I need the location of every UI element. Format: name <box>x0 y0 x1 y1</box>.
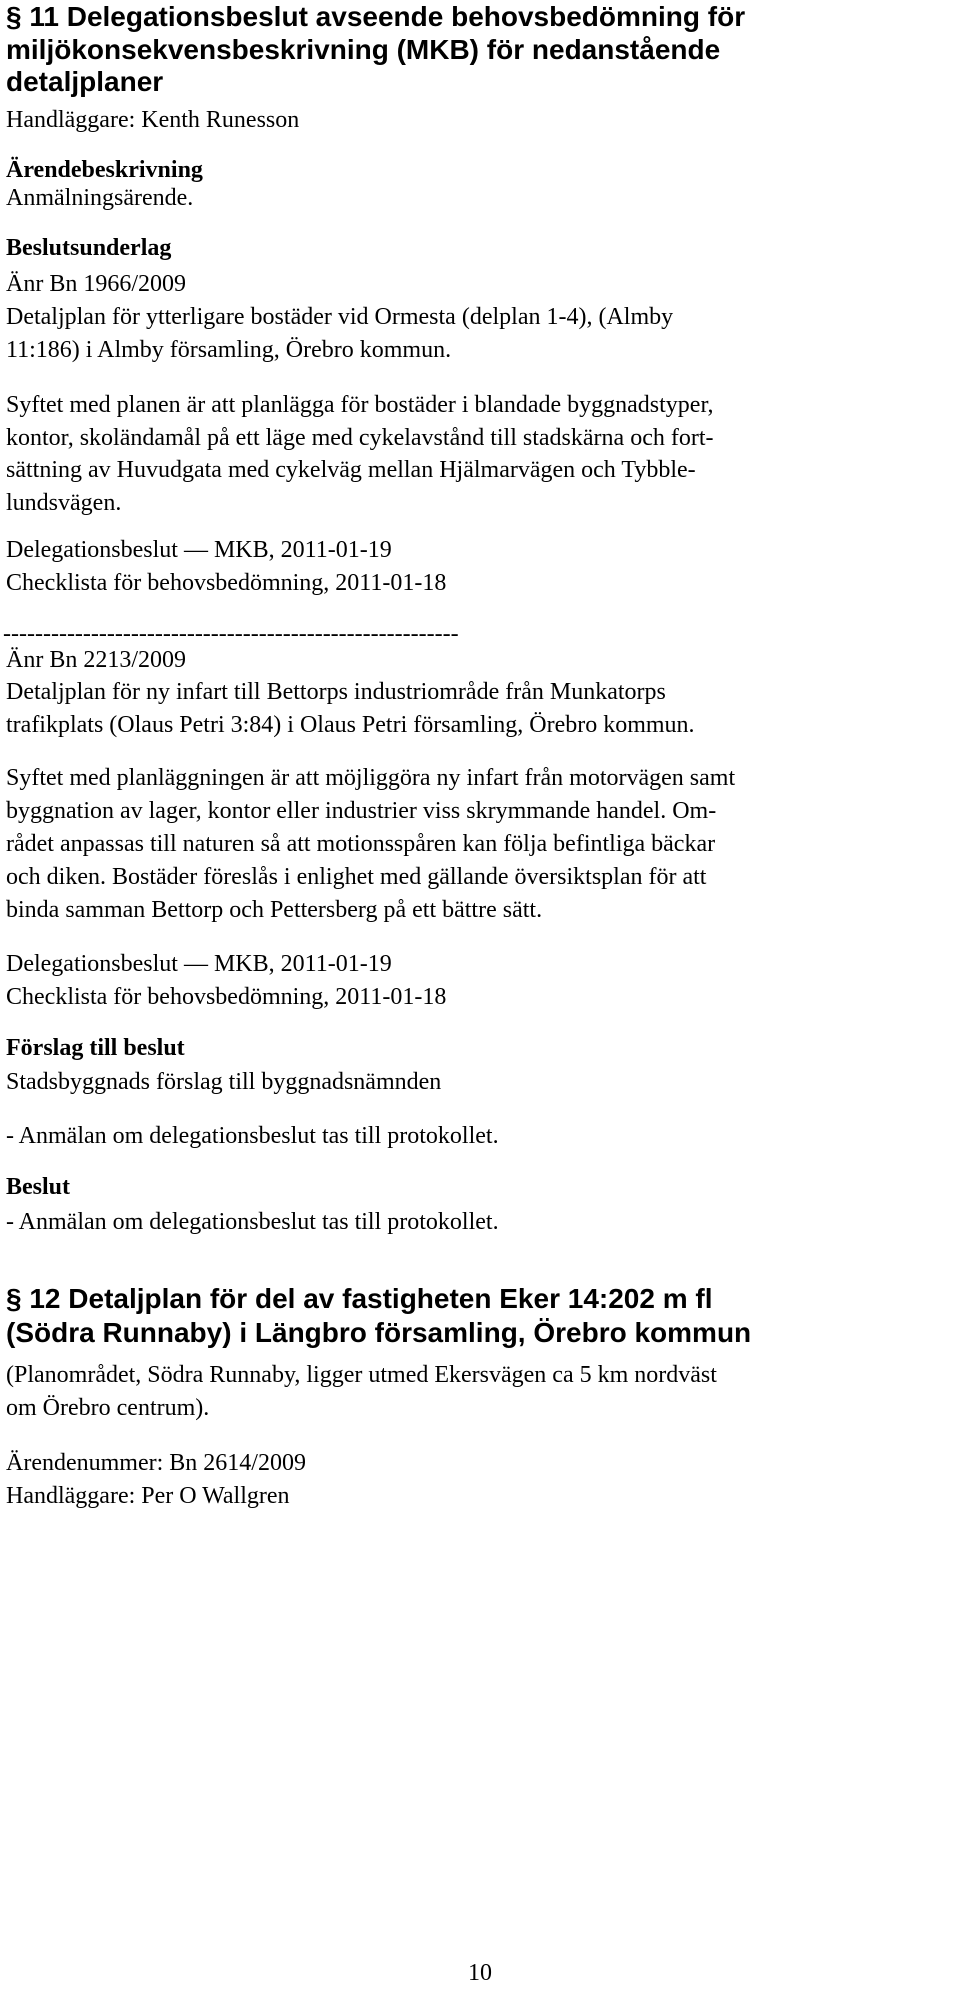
page-number: 10 <box>468 1960 492 1986</box>
section-12-location-line-1: (Planområdet, Södra Runnaby, ligger utmed Ekersvägen ca 5 km nordväst <box>6 1362 717 1388</box>
case-2-purpose-line-5: binda samman Bettorp och Pettersberg på ett bättre sätt. <box>6 897 543 923</box>
case-2-purpose-line-3: rådet anpassas till naturen så att motionsspåren kan följa befintliga bäckar <box>6 831 716 857</box>
section-12-location-line-2: om Örebro centrum). <box>6 1395 210 1421</box>
case-2-purpose-line-4: och diken. Bostäder föreslås i enlighet med gällande översiktsplan för att <box>6 864 707 890</box>
case-1-delegation: Delegationsbeslut — MKB, 2011-01-19 <box>6 537 392 563</box>
beslutsunderlag-heading: Beslutsunderlag <box>6 235 172 261</box>
case-2-checklist: Checklista för behovsbedömning, 2011-01-18 <box>6 984 447 1010</box>
case-2-plan-line-1: Detaljplan för ny infart till Bettorps industriområde från Munkatorps <box>6 679 666 705</box>
section-11-title-line-1: § 11 Delegationsbeslut avseende behovsbedömning för <box>6 1 746 32</box>
forslag-from: Stadsbyggnads förslag till byggnadsnämnden <box>6 1069 442 1095</box>
forslag-text: - Anmälan om delegationsbeslut tas till protokollet. <box>6 1123 499 1149</box>
forslag-heading: Förslag till beslut <box>6 1035 185 1061</box>
case-1-number: Änr Bn 1966/2009 <box>6 271 186 297</box>
case-1-purpose-line-2: kontor, skoländamål på ett läge med cykelavstånd till stadskärna och fort- <box>6 425 714 451</box>
case-2-purpose-line-2: byggnation av lager, kontor eller industrier viss skrymmande handel. Om- <box>6 798 717 824</box>
section-12-title-line-2: (Södra Runnaby) i Längbro församling, Örebro kommun <box>6 1317 752 1348</box>
case-1-plan-line-1: Detaljplan för ytterligare bostäder vid Ormesta (delplan 1-4), (Almby <box>6 304 674 330</box>
arendebeskrivning-heading: Ärendebeskrivning <box>6 157 203 183</box>
section-11-title-line-3: detaljplaner <box>6 66 164 97</box>
arendebeskrivning-text: Anmälningsärende. <box>6 185 194 211</box>
beslut-heading: Beslut <box>6 1174 71 1200</box>
beslut-text: - Anmälan om delegationsbeslut tas till protokollet. <box>6 1209 499 1235</box>
section-12-arendenummer: Ärendenummer: Bn 2614/2009 <box>6 1450 306 1476</box>
case-1-purpose-line-4: lundsvägen. <box>6 490 122 516</box>
case-2-purpose-line-1: Syftet med planläggningen är att möjliggöra ny infart från motorvägen samt <box>6 765 736 791</box>
case-1-plan-line-2: 11:186) i Almby församling, Örebro kommun. <box>6 337 452 363</box>
case-1-purpose-line-1: Syftet med planen är att planlägga för bostäder i blandade byggnadstyper, <box>6 392 714 418</box>
section-12-title-line-1: § 12 Detaljplan för del av fastigheten Eker 14:202 m fl <box>6 1283 713 1314</box>
section-12-handlaggare: Handläggare: Per O Wallgren <box>6 1483 290 1509</box>
section-11-title-line-2: miljökonsekvensbeskrivning (MKB) för nedanstående <box>6 34 721 65</box>
case-separator: --------------------------------------------------------- <box>3 621 459 647</box>
case-2-number: Änr Bn 2213/2009 <box>6 647 186 673</box>
case-1-purpose-line-3: sättning av Huvudgata med cykelväg mellan Hjälmarvägen och Tybble- <box>6 457 696 483</box>
case-2-plan-line-2: trafikplats (Olaus Petri 3:84) i Olaus Petri församling, Örebro kommun. <box>6 712 695 738</box>
case-2-delegation: Delegationsbeslut — MKB, 2011-01-19 <box>6 951 392 977</box>
handlaggare-11: Handläggare: Kenth Runesson <box>6 107 300 133</box>
case-1-checklist: Checklista för behovsbedömning, 2011-01-18 <box>6 570 447 596</box>
